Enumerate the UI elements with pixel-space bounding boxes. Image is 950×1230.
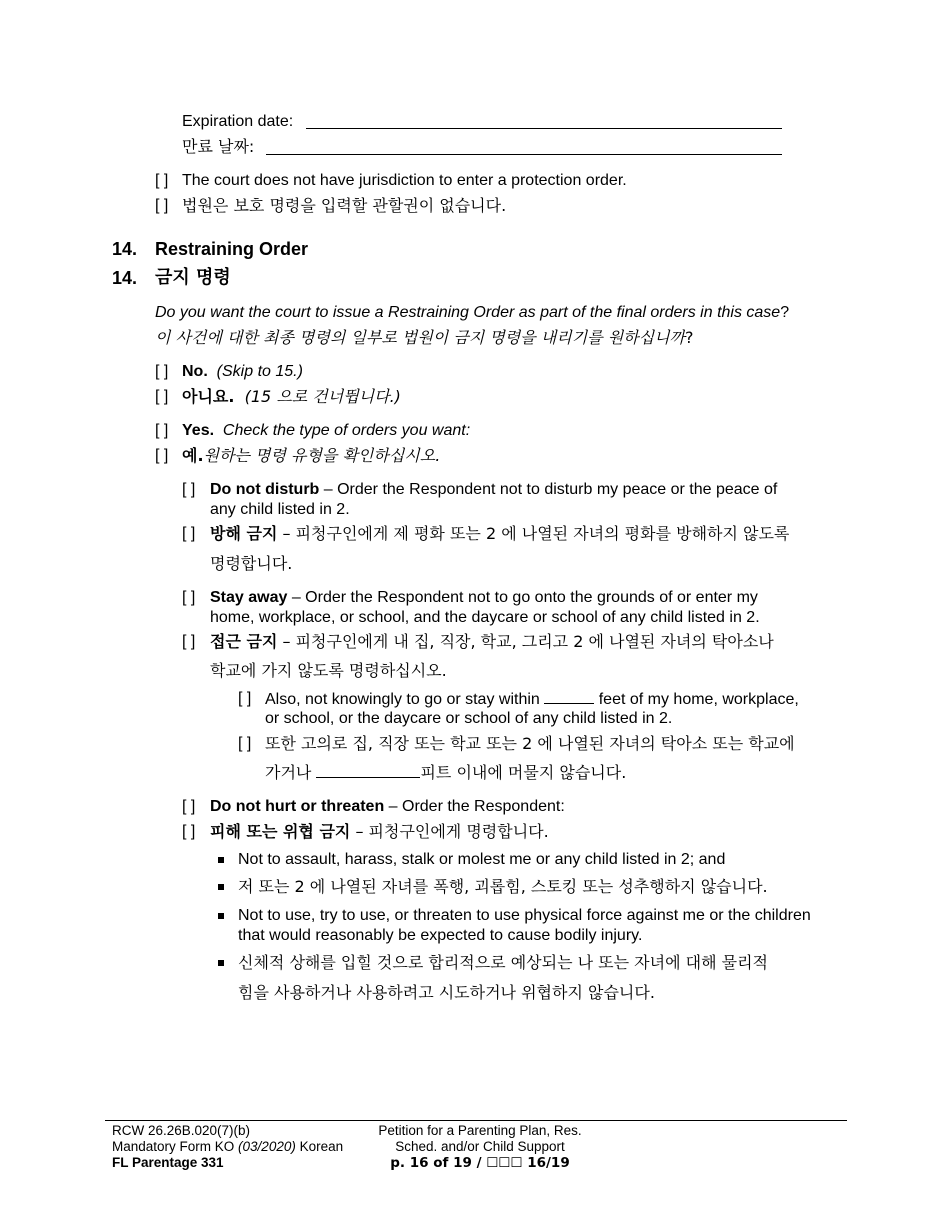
footer-rcw: RCW 26.26B.020(7)(b) <box>112 1123 251 1138</box>
stay-away-text-ko-2: 학교에 가지 않도록 명령하십시오. <box>210 661 447 680</box>
do-not-disturb-checkbox-en[interactable]: [ ] <box>182 481 196 498</box>
expiration-label-en: Expiration date: <box>182 113 294 130</box>
stay-away-text-en: Stay away – Order the Respondent not to go onto the grounds of or enter my <box>210 589 758 606</box>
do-not-hurt-checkbox-ko[interactable]: [ ] <box>182 823 196 840</box>
do-not-disturb-text-ko: 방해 금지 – 피청구인에게 제 평화 또는 2 에 나열된 자녀의 평화를 방해하지 않도록 <box>210 524 790 543</box>
footer-title-2: Sched. and/or Child Support <box>395 1139 565 1154</box>
jurisdiction-text-en: The court does not have jurisdiction to enter a protection order. <box>182 172 627 189</box>
jurisdiction-checkbox-ko[interactable]: [ ] <box>155 197 169 214</box>
expiration-label-ko: 만료 날짜: <box>182 137 255 156</box>
question-ko: 이 사건에 대한 최종 명령의 일부로 법원이 금지 명령을 내리기를 원하십니까? <box>155 328 694 347</box>
bullet-marker <box>218 857 224 863</box>
do-not-hurt-text-ko: 피해 또는 위협 금지 – 피청구인에게 명령합니다. <box>210 822 549 841</box>
section-number-ko: 14. <box>112 268 138 288</box>
bullet-marker <box>218 960 224 966</box>
do-not-disturb-text-en-2: any child listed in 2. <box>210 501 350 518</box>
bullet-text: 저 또는 2 에 나열된 자녀를 폭행, 괴롭힘, 스토킹 또는 성추행하지 않습니다. <box>238 877 768 896</box>
question-en: Do you want the court to issue a Restraining Order as part of the final orders in this case? <box>155 304 790 321</box>
bullet-text: Not to assault, harass, stalk or molest me or any child listed in 2; and <box>238 851 726 868</box>
jurisdiction-checkbox-en[interactable]: [ ] <box>155 172 169 189</box>
do-not-disturb-checkbox-ko[interactable]: [ ] <box>182 525 196 542</box>
jurisdiction-text-ko: 법원은 보호 명령을 입력할 관할권이 없습니다. <box>182 196 507 215</box>
section-title-en: Restraining Order <box>155 239 309 259</box>
yes-checkbox-en[interactable]: [ ] <box>155 422 169 439</box>
no-option-ko: 아니요. (15 으로 건너뜁니다.) <box>182 387 401 406</box>
also-checkbox-ko[interactable]: [ ] <box>238 735 252 752</box>
no-checkbox-ko[interactable]: [ ] <box>155 388 169 405</box>
bullet-marker <box>218 913 224 919</box>
footer-title-1: Petition for a Parenting Plan, Res. <box>378 1123 582 1138</box>
do-not-disturb-text-ko-2: 명령합니다. <box>210 554 293 573</box>
stay-away-text-ko: 접근 금지 – 피청구인에게 내 집, 직장, 학교, 그리고 2 에 나열된 자녀의 탁아소나 <box>210 632 774 651</box>
bullet-text-continued: that would reasonably be expected to cause bodily injury. <box>238 927 643 944</box>
do-not-disturb-text-en: Do not disturb – Order the Respondent not to disturb my peace or the peace of <box>210 481 778 498</box>
feet-distance-field-ko[interactable] <box>316 763 420 778</box>
bullet-marker <box>218 884 224 890</box>
stay-away-checkbox-en[interactable]: [ ] <box>182 589 196 606</box>
footer-form-id: FL Parentage 331 <box>112 1155 224 1170</box>
bullet-text: Not to use, try to use, or threaten to use physical force against me or the children <box>238 907 811 924</box>
feet-distance-field-en[interactable] <box>544 689 594 704</box>
footer-form: Mandatory Form KO (03/2020) Korean <box>112 1139 344 1154</box>
no-checkbox-en[interactable]: [ ] <box>155 363 169 380</box>
bullet-text-continued: 힘을 사용하거나 사용하려고 시도하거나 위협하지 않습니다. <box>238 983 655 1002</box>
do-not-hurt-text-en: Do not hurt or threaten – Order the Respondent: <box>210 798 565 815</box>
stay-away-checkbox-ko[interactable]: [ ] <box>182 633 196 650</box>
also-text-ko: 또한 고의로 집, 직장 또는 학교 또는 2 에 나열된 자녀의 탁아소 또는 학교에 <box>265 734 795 753</box>
section-number-en: 14. <box>112 239 138 259</box>
expiration-date-field-ko[interactable] <box>266 154 782 155</box>
yes-option-en: Yes. Check the type of orders you want: <box>182 422 471 439</box>
yes-option-ko: 예.원하는 명령 유형을 확인하십시오. <box>182 446 441 465</box>
stay-away-text-en-2: home, workplace, or school, and the daycare or school of any child listed in 2. <box>210 609 760 626</box>
footer-divider <box>105 1120 847 1121</box>
bullet-text: 신체적 상해를 입힐 것으로 합리적으로 예상되는 나 또는 자녀에 대해 물리적 <box>238 953 768 972</box>
do-not-hurt-checkbox-en[interactable]: [ ] <box>182 798 196 815</box>
expiration-date-field-en[interactable] <box>306 128 782 129</box>
also-text-ko-2: 가거나 피트 이내에 머물지 않습니다. <box>265 763 627 782</box>
footer-page-number: p. 16 of 19 / ☐☐☐ 16/19 <box>390 1155 570 1171</box>
no-option-en: No. (Skip to 15.) <box>182 363 303 380</box>
also-text-en-2: or school, or the daycare or school of any child listed in 2. <box>265 710 673 727</box>
also-checkbox-en[interactable]: [ ] <box>238 690 252 707</box>
section-title-ko: 금지 명령 <box>155 267 231 288</box>
yes-checkbox-ko[interactable]: [ ] <box>155 447 169 464</box>
also-text-en: Also, not knowingly to go or stay within feet of my home, workplace, <box>265 691 799 708</box>
